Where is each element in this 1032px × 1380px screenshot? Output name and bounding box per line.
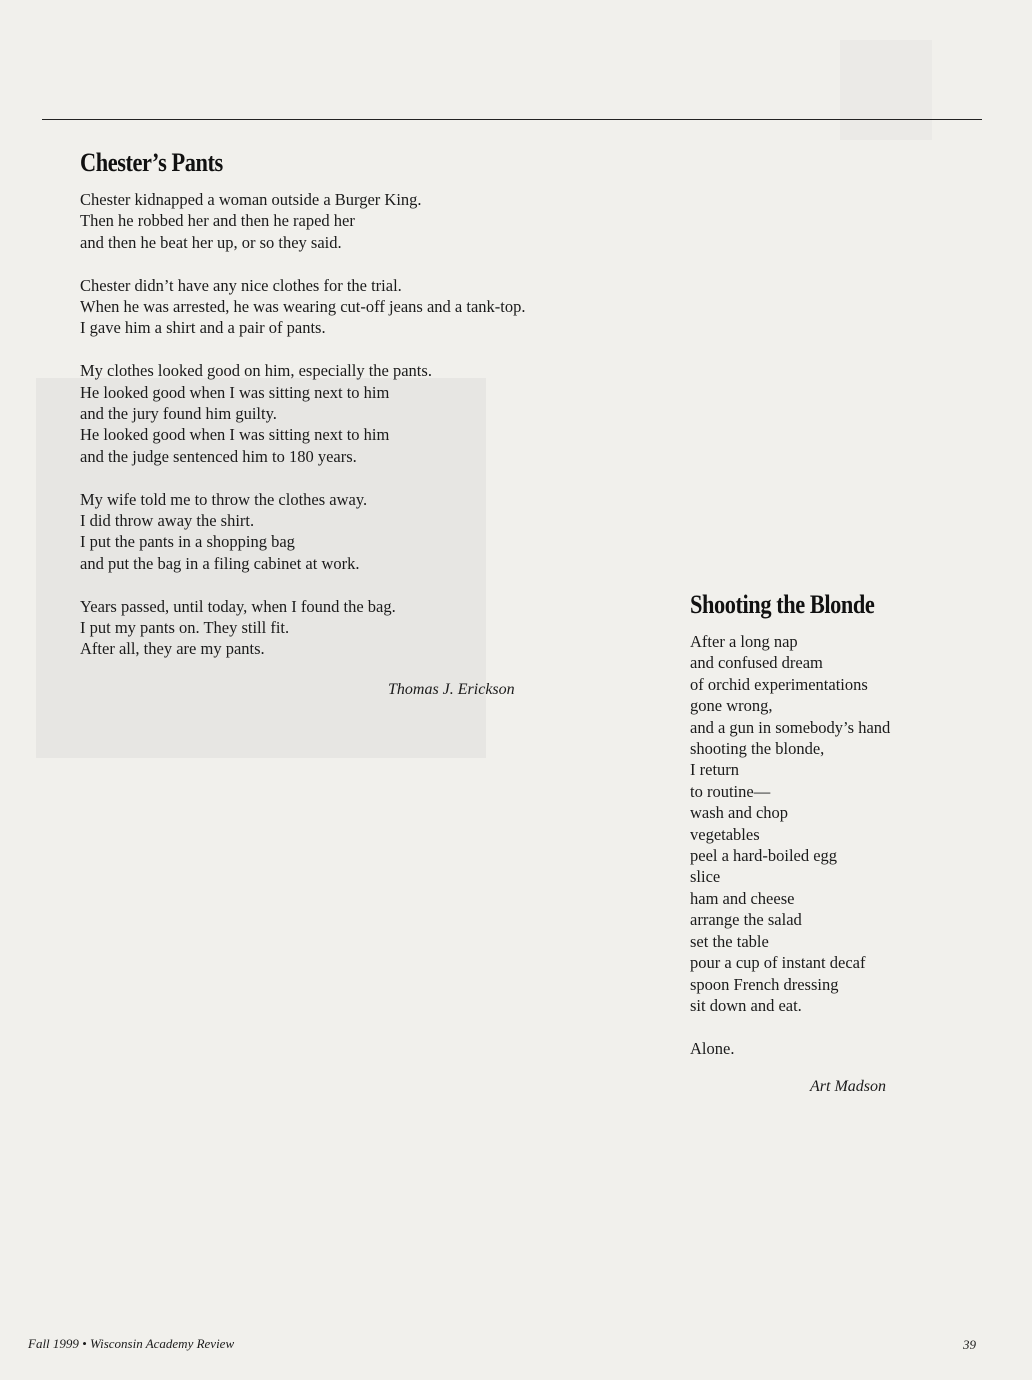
poem-line: and a gun in somebody’s hand [690,717,891,737]
stanza [80,360,525,467]
poem-title: Shooting the Blonde [690,590,875,619]
poem-line: Chester kidnapped a woman outside a Burger King. [80,190,422,209]
stanza [690,631,904,1016]
poem-line: to routine— [690,781,771,801]
poem-line: and the judge sentenced him to 180 years. [80,446,357,466]
poem-line: sit down and eat. [690,995,802,1015]
poem-line: pour a cup of instant decaf [690,953,866,973]
poem-title: Chester’s Pants [80,148,223,177]
footer-publication: Fall 1999 • Wisconsin Academy Review [28,1336,235,1351]
poem-line: and confused dream [690,653,823,673]
poem-line: I return [690,760,740,780]
poem-line: I put the pants in a shopping bag [80,532,295,552]
poem-body [690,631,904,1059]
poem-author: Thomas J. Erickson [388,681,515,698]
poem-author: Art Madson [810,1078,886,1095]
poem-line: vegetables [690,824,760,844]
poem-line: gone wrong, [690,696,773,716]
poem-line: slice [690,867,721,887]
stanza [80,596,525,660]
poem-line: Chester didn’t have any nice clothes for the trial. [80,275,402,295]
poem-line: and put the bag in a filing cabinet at work. [80,553,360,573]
poem-line: spoon French dressing [690,974,839,994]
header-rule [42,119,982,120]
stanza [80,189,525,253]
poem-line: peel a hard-boiled egg [690,846,838,866]
poem-line: and the jury found him guilty. [80,404,277,424]
poem-line: Alone. [690,1038,735,1058]
poem-body [80,189,525,660]
poem-line: When he was arrested, he was wearing cut-off jeans and a tank-top. [80,297,526,317]
poem-line: I put my pants on. They still fit. [80,618,290,638]
poem-line: Then he robbed her and then he raped her [80,211,355,231]
poem-line: wash and chop [690,803,789,823]
poem-line: shooting the blonde, [690,739,825,759]
poem-line: My clothes looked good on him, especially the pants. [80,361,432,381]
poem-line: I did throw away the shirt. [80,511,255,531]
stanza [80,489,525,575]
poem-line: Years passed, until today, when I found the bag. [80,596,396,616]
page-number: 39 [963,1337,976,1352]
poem-line: and then he beat her up, or so they said. [80,232,342,252]
poem-line: ham and cheese [690,888,795,908]
poem-line: set the table [690,931,769,951]
poem-line: of orchid experimentations [690,674,868,694]
poem-line: My wife told me to throw the clothes away. [80,489,368,509]
poem-line: I gave him a shirt and a pair of pants. [80,318,326,338]
poem-line: arrange the salad [690,910,802,930]
poem-chesters-pants [80,150,525,660]
stanza [80,275,525,339]
poem-line: He looked good when I was sitting next to him [80,382,390,402]
poem-line: After a long nap [690,632,798,651]
poem-line: After all, they are my pants. [80,639,265,659]
stanza [690,1038,904,1059]
poem-shooting-the-blonde [690,592,904,1059]
poem-line: He looked good when I was sitting next to him [80,425,390,445]
